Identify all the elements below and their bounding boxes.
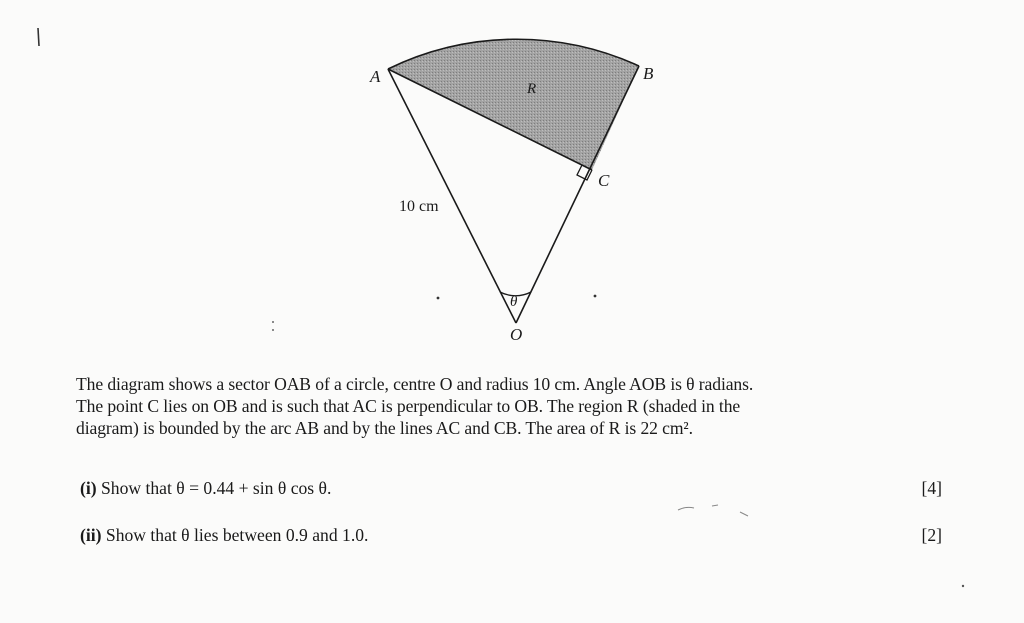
question-intro-line: diagram) is bounded by the arc AB and by the lines AC and CB. The area of R is 22 cm². bbox=[76, 418, 693, 438]
label-radius: 10 cm bbox=[399, 198, 439, 215]
label-o: O bbox=[510, 325, 523, 344]
scan-dot bbox=[272, 321, 274, 323]
part-text: Show that θ lies between 0.9 and 1.0. bbox=[105, 525, 369, 545]
question-intro bbox=[76, 373, 956, 439]
scan-smudge bbox=[678, 505, 748, 516]
scan-dot bbox=[962, 585, 964, 587]
scan-dot bbox=[594, 295, 597, 298]
question-part-ii bbox=[80, 524, 948, 546]
scan-dot bbox=[437, 297, 440, 300]
label-b: B bbox=[643, 64, 654, 83]
scan-dot bbox=[272, 329, 274, 331]
question-intro-line: The diagram shows a sector OAB of a circle, centre O and radius 10 cm. Angle AOB is θ radians. bbox=[76, 374, 754, 394]
part-number: (i) bbox=[80, 478, 97, 498]
scan-mark bbox=[38, 28, 39, 46]
region-r-shading bbox=[388, 39, 639, 170]
part-marks: [4] bbox=[921, 478, 942, 498]
label-c: C bbox=[598, 171, 610, 190]
question-intro-line: The point C lies on OB and is such that AC is perpendicular to OB. The region R (shaded in the bbox=[76, 396, 741, 416]
part-number: (ii) bbox=[80, 525, 102, 545]
part-marks: [2] bbox=[921, 525, 942, 545]
part-text: Show that θ = 0.44 + sin θ cos θ. bbox=[101, 478, 332, 498]
label-a: A bbox=[370, 67, 381, 86]
question-part-i bbox=[80, 477, 948, 499]
label-r: R bbox=[527, 81, 537, 97]
label-theta: θ bbox=[510, 294, 518, 310]
